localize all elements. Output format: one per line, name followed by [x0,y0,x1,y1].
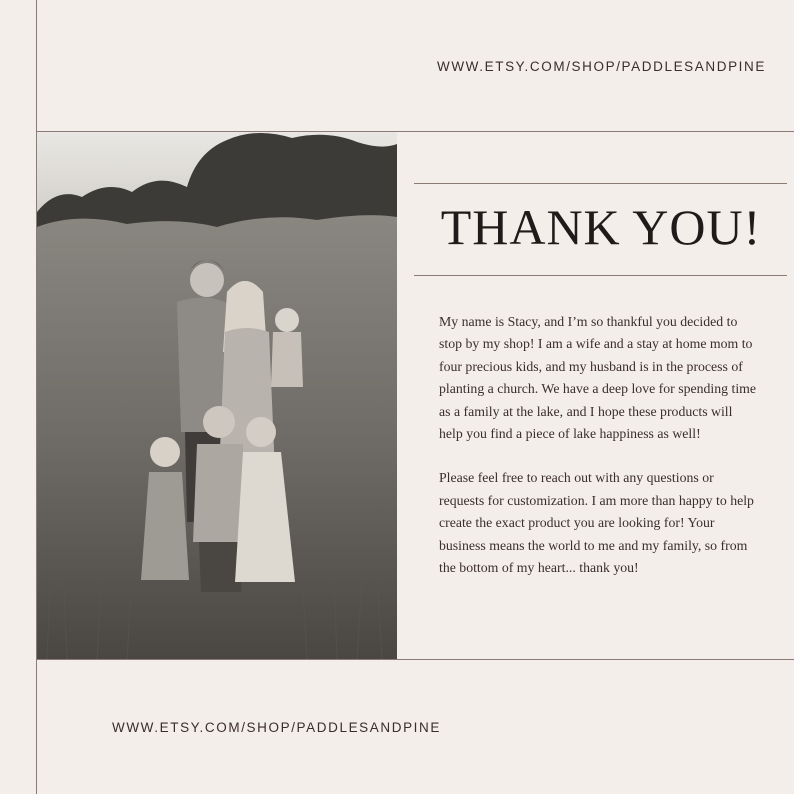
shop-url-bottom[interactable]: WWW.ETSY.COM/SHOP/PADDLESANDPINE [112,720,441,735]
message-paragraph-contact: Please feel free to reach out with any questions or requests for customization. I am more than happy to help create the exact product you are looking for! Your business means the world to me and my family, so from the bottom of my heart... thank you! [439,470,754,576]
page-title: THANK YOU! [440,199,762,255]
divider-bottom [36,659,794,660]
title-rule-top [414,183,787,184]
title-rule-bottom [414,275,787,276]
family-photo-icon [37,132,397,659]
message-paragraph-intro: My name is Stacy, and I’m so thankful you decided to stop by my shop! I am a wife and a stay at home mom to four precious kids, and my husband is in the process of planting a church. We have a deep love for spending time as a family at the lake, and I hope these products will help you find a piece of lake happiness as well! [439,314,757,442]
family-photo [37,132,397,659]
shop-url-top[interactable]: WWW.ETSY.COM/SHOP/PADDLESANDPINE [437,59,766,74]
message-body [439,311,759,601]
